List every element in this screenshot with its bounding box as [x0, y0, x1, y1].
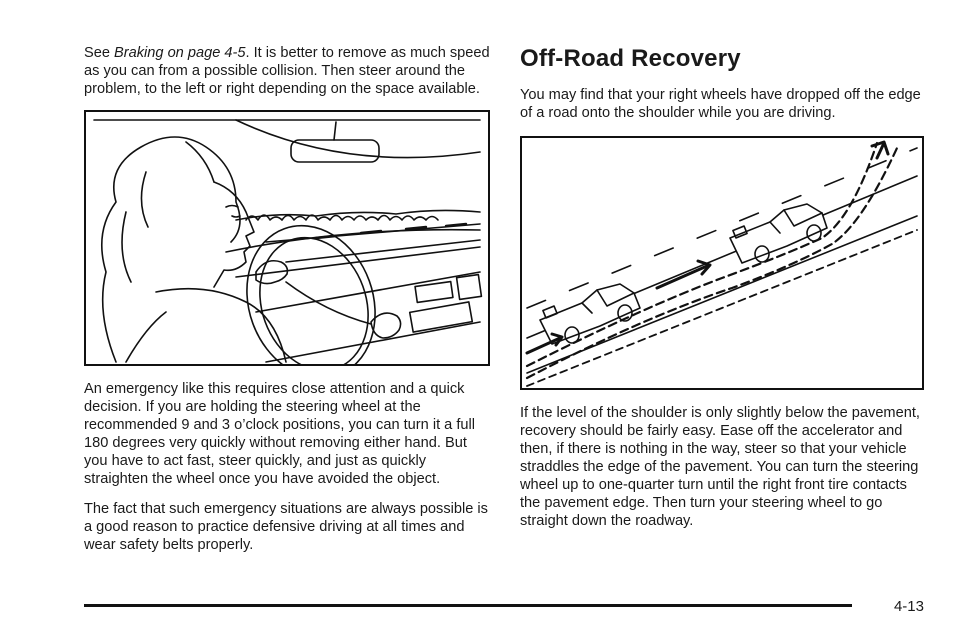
emergency-paragraph: An emergency like this requires close attention and a quick decision. If you are holding the steering wheel at the recommended 9 and 3 o’clock positions, you can turn it a full 180 degrees very quickly without removing either hand. But you have to act fast, steer quickly, and just as quickly straighten the wheel once you have avoided the object. [84, 381, 476, 487]
off-road-recovery-illustration [520, 136, 924, 390]
footer-rule [84, 604, 852, 607]
recovery-instructions-paragraph: If the level of the shoulder is only slightly below the pavement, recovery should be fairly easy. Ease off the accelerator and then, if there is nothing in the way, steer so that your vehicle straddles the edge of the pavement. You can turn the steering wheel up to one-quarter turn until the right front tire contacts the pavement edge. Then turn your steering wheel to go straight down the roadway. [520, 405, 920, 529]
left-column [84, 44, 490, 566]
off-road-intro-paragraph: You may find that your right wheels have dropped off the edge of a road onto the shoulder while you are driving. [520, 87, 921, 121]
intro-prefix: See [84, 45, 115, 61]
braking-reference: Braking on page 4-5 [114, 45, 246, 61]
right-column [520, 44, 924, 542]
off-road-recovery-drawing [522, 138, 922, 388]
section-heading: Off-Road Recovery [520, 45, 741, 72]
defensive-driving-paragraph: The fact that such emergency situations are always possible is a good reason to practice defensive driving at all times and wear safety belts properly. [84, 501, 488, 553]
intro-suffix: . It is better to remove as much speed as you can from a possible collision. Then steer around the problem, to the left or right depending on the space available. [84, 45, 490, 97]
driver-steering-illustration [84, 110, 490, 366]
page-number: 4-13 [893, 598, 924, 615]
driver-steering-drawing [86, 112, 488, 364]
intro-paragraph [84, 44, 490, 98]
